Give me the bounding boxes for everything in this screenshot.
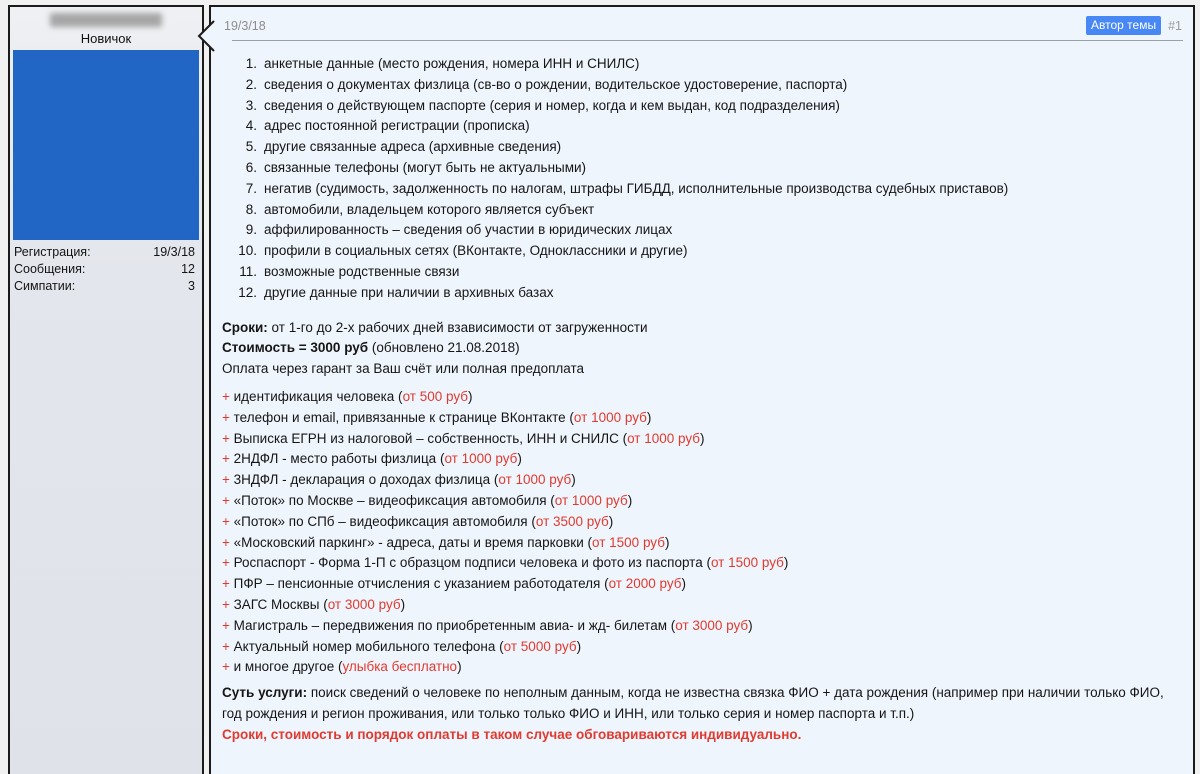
service-text-close: ) [664,534,670,550]
post-date-link[interactable]: 19/3/18 [224,18,266,33]
service-text: ПФР – пенсионные отчисления с указанием работодателя ( [229,576,609,592]
post-header [211,7,1193,40]
service-text: Выписка ЕГРН из налоговой – собственность, ИНН и СНИЛС ( [229,430,628,446]
summary-text: поиск сведений о человеке по неполным данным, когда не известна связка ФИО + дата рождения (например при наличии только ФИО, год рождения и регион проживания, или только только ФИО и ИНН, или только серия и номер паспорта и т.п.) [222,685,1164,721]
list-number: 5. [245,139,257,155]
user-info-panel [8,5,204,774]
plus-sign: + [222,409,230,425]
list-item [222,54,1177,75]
service-price: от 2000 руб [608,576,682,592]
service-text: Магистраль – передвижения по приобретенным авиа- и жд- билетам ( [229,617,676,633]
service-text: телефон и email, привязанные к странице ВКонтакте ( [229,409,574,425]
service-price: от 3000 руб [675,617,749,633]
list-text: негатив (судимость, задолженность по налогам, штрафы ГИБДД, исполнительные производства судебных приставов) [264,180,1009,196]
service-price: от 3000 руб [327,596,401,612]
service-price: улыбка бесплатно [342,659,458,675]
plus-sign: + [222,659,230,675]
terms-line-text: (обновлено 21.08.2018) [368,340,520,356]
terms-line [222,359,1177,380]
list-text: аффилированность – сведения об участии в юридических лицах [264,222,673,238]
list-number: 8. [245,201,257,217]
stat-label: Сообщения: [14,261,86,276]
service-text: «Московский паркинг» - адреса, даты и время парковки ( [229,534,593,550]
service-line [222,637,1177,658]
service-text: и многое другое ( [229,659,343,675]
service-text-close: ) [681,576,687,592]
list-item [222,241,1177,262]
list-number: 2. [245,76,257,92]
service-text-close: ) [748,617,753,633]
service-line [222,616,1177,637]
list-number: 9. [245,222,257,238]
list-number: 1. [245,56,257,71]
services-price-list [222,387,1177,678]
service-text: «Поток» по СПб – видеофиксация автомобиля ( [229,513,536,529]
service-line [222,595,1177,616]
list-text: связанные телефоны (могут быть не актуальными) [264,159,587,175]
service-line [222,533,1177,554]
service-line [222,470,1177,491]
service-text: Актуальный номер мобильного телефона ( [229,638,504,654]
stat-value: 12 [181,261,195,276]
terms-line-text: Оплата через гарант за Ваш счёт или полная предоплата [222,361,585,377]
service-text-close: ) [608,513,614,529]
list-text: другие связанные адреса (архивные сведения) [264,139,562,155]
post-message [209,5,1195,774]
plus-sign: + [222,534,230,550]
service-summary [222,683,1177,725]
list-item [222,220,1177,241]
list-item [222,262,1177,283]
service-line [222,657,1177,678]
service-price: от 1000 руб [573,409,647,425]
service-price: от 1500 руб [592,534,665,550]
plus-sign: + [222,492,230,508]
plus-sign: + [222,513,230,529]
list-number: 11. [239,263,257,279]
plus-sign: + [222,638,230,654]
list-number: 6. [245,159,257,175]
stat-label: Симпатии: [14,278,76,293]
stat-value: 3 [188,278,195,293]
list-text: профили в социальных сетях (ВКонтакте, Одноклассники и другие) [264,243,688,259]
list-number: 4. [245,118,257,134]
service-price: от 1000 руб [444,451,518,467]
user-stats [10,243,202,294]
user-title: Новичок [80,31,132,46]
service-price: от 3500 руб [535,513,609,529]
service-line [222,574,1177,595]
list-item [222,116,1177,137]
list-number: 10. [238,243,257,259]
service-price: от 5000 руб [503,638,577,654]
post-content [211,54,1193,746]
service-text: 3НДФЛ - декларация о доходах физлица ( [229,472,499,488]
list-item [222,283,1177,304]
service-price: от 1500 руб [710,555,784,571]
list-text: анкетные данные (место рождения, номера ИНН и СНИЛС) [264,56,640,71]
post-number-link[interactable]: #1 [1168,18,1182,33]
plus-sign: + [222,430,230,446]
avatar[interactable] [13,50,199,240]
list-item [222,96,1177,117]
service-text-close: ) [646,409,652,425]
list-item [222,75,1177,96]
service-text-close: ) [467,388,473,404]
service-line [222,408,1177,429]
stat-label: Регистрация: [14,244,91,259]
service-text-close: ) [457,659,462,675]
summary-lead: Суть услуги: [222,685,308,701]
service-text-close: ) [576,638,582,654]
header-divider [232,40,1183,41]
service-text: ЗАГС Москвы ( [229,596,328,612]
service-text-close: ) [517,451,522,467]
list-number: 12. [238,284,257,300]
service-text: идентификация человека ( [229,388,403,404]
thread-author-badge[interactable]: Автор темы [1086,16,1161,35]
plus-sign: + [222,596,230,612]
list-item [222,179,1177,200]
terms-paragraph [222,318,1177,380]
individual-terms-note: Сроки, стоимость и порядок оплаты в таком случае обговариваются индивидуально. [222,726,802,742]
list-text: автомобили, владельцем которого является субъект [264,201,595,217]
service-price: от 1000 руб [627,430,700,446]
stat-row [10,260,202,277]
service-line [222,512,1177,533]
list-item [222,137,1177,158]
list-number: 7. [245,180,257,196]
post-arrow-pointer [196,19,215,53]
service-text: «Поток» по Москве – видеофиксация автомобиля ( [229,492,555,508]
service-text-close: ) [400,596,406,612]
service-text-close: ) [627,492,633,508]
service-price: от 500 руб [402,388,468,404]
terms-line-text: от 1-го до 2-х рабочих дней взависимости от загруженности [267,319,648,335]
plus-sign: + [222,388,230,404]
service-text-close: ) [700,430,705,446]
data-types-list [222,54,1177,304]
terms-line [222,338,1177,359]
terms-line [222,318,1177,339]
service-text-close: ) [571,472,576,488]
stat-value: 19/3/18 [153,244,195,259]
plus-sign: + [222,451,230,467]
service-text: 2НДФЛ - место работы физлица ( [229,451,445,467]
plus-sign: + [222,617,230,633]
terms-line-lead: Стоимость = 3000 руб [222,340,369,356]
service-line [222,553,1177,574]
list-text: сведения о документах физлица (св-во о рождении, водительское удостоверение, паспорта) [264,76,848,92]
list-item [222,158,1177,179]
list-text: сведения о действующем паспорте (серия и номер, когда и кем выдан, код подразделения) [264,97,840,113]
service-text: Роспаспорт - Форма 1-П с образцом подписи человека и фото из паспорта ( [229,555,711,571]
service-line [222,387,1177,408]
list-text: другие данные при наличии в архивных базах [264,284,554,300]
plus-sign: + [222,555,230,571]
list-number: 3. [245,97,257,113]
list-text: возможные родственные связи [264,263,460,279]
username-redacted [50,13,162,27]
service-price: от 1000 руб [554,492,628,508]
service-price: от 1000 руб [498,472,572,488]
service-line [222,449,1177,470]
stat-row [10,243,202,260]
plus-sign: + [222,472,230,488]
service-line [222,429,1177,450]
list-item [222,200,1177,221]
terms-line-lead: Сроки: [222,319,268,335]
service-line [222,491,1177,512]
plus-sign: + [222,576,230,592]
stat-row [10,277,202,294]
service-text-close: ) [783,555,789,571]
list-text: адрес постоянной регистрации (прописка) [264,118,530,134]
